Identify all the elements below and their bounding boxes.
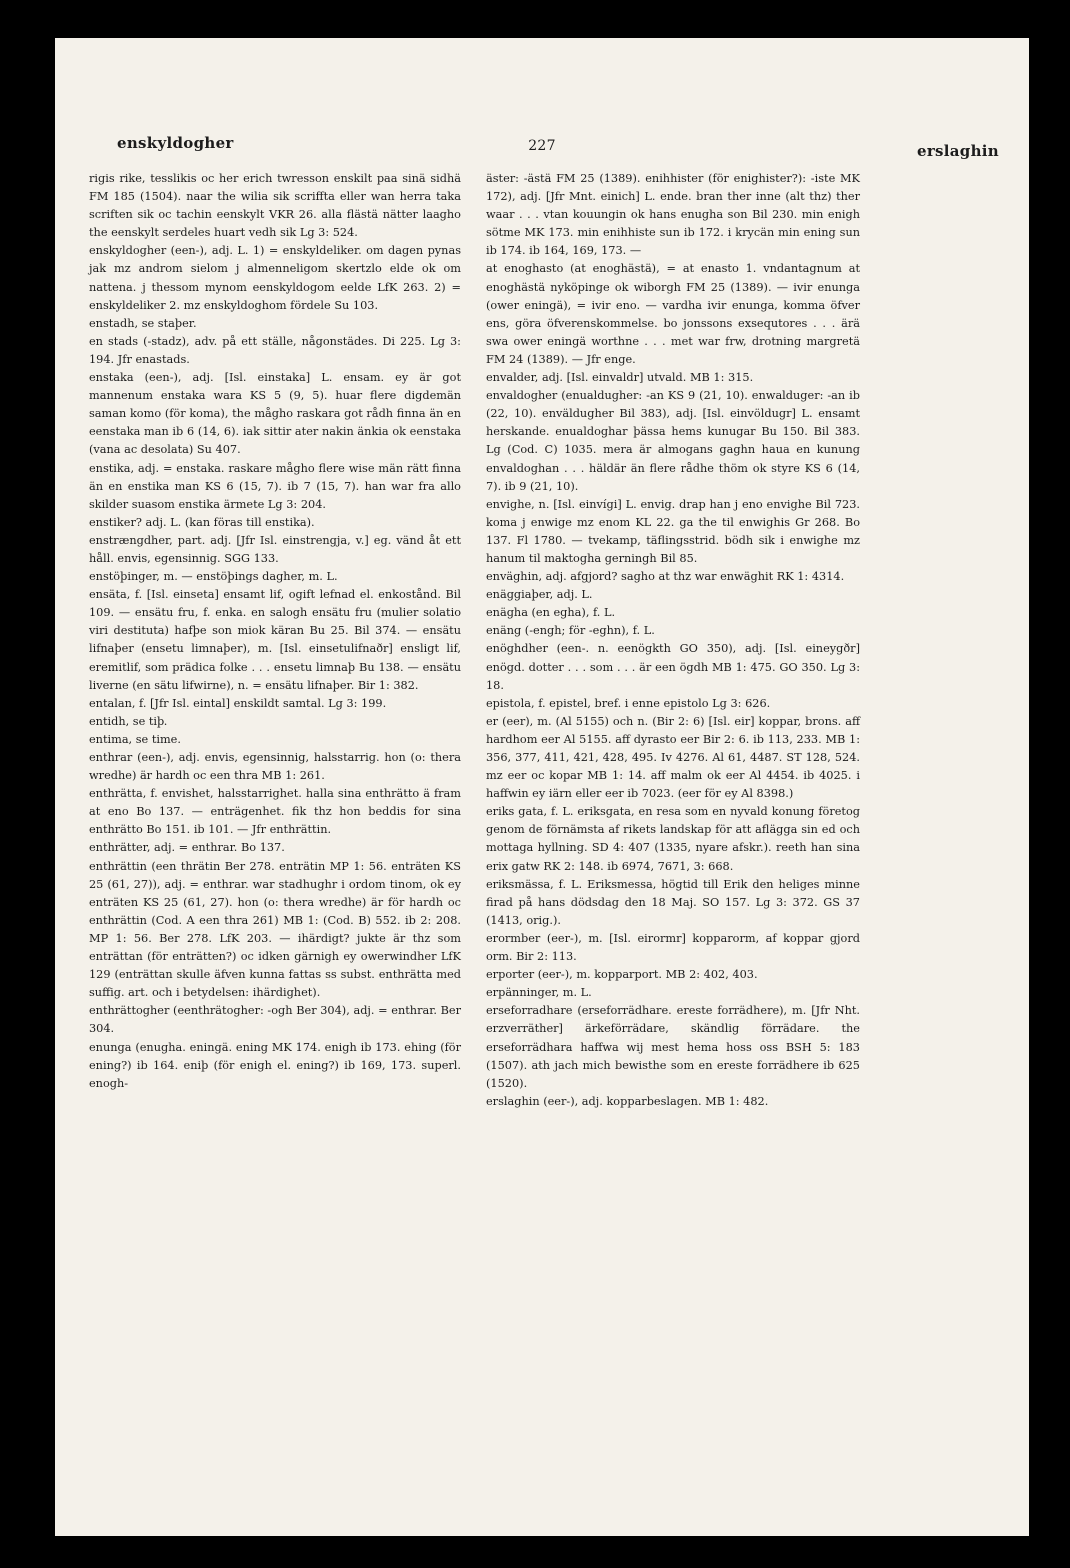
dictionary-entry: envaldogher (enualdugher: -an KS 9 (21, 10). enwalduger: -an ib (22, 10). enväldugher Bil 383), adj. [Isl. einvöldugr] L. ensamt herskande. enualdoghar þässa hems kunugar Bu 150. Bil 383. Lg (Cod. C) 1035. mera är almogans gaghn haua en kunung envaldoghan . . . häldär än flere rådhe thöm ok styre KS 6 (14, 7). ib 9 (21, 10). <box>486 389 860 493</box>
dictionary-entry: entalan, f. [Jfr Isl. eintal] enskildt samtal. Lg 3: 199. <box>89 696 387 710</box>
dictionary-entry: enunga (enugha. eningä. ening MK 174. enigh ib 173. ehing (för ening?) ib 164. eniþ (för enigh el. ening?) ib 169, 173. superl. enogh- <box>89 1040 461 1090</box>
dictionary-entry: enstiker? adj. L. (kan föras till enstika). <box>89 515 315 529</box>
dictionary-entry: envighe, n. [Isl. einvígi] L. envig. drap han j eno envighe Bil 723. koma j enwige mz enom KL 22. ga the til enwighis Gr 268. Bo 137. Fl 1780. — tvekamp, täflingsstrid. bödh sik i enwighe mz hanum til maktogha gerningh Bil 85. <box>486 497 860 565</box>
dictionary-entry: erslaghin (eer-), adj. kopparbeslagen. MB 1: 482. <box>486 1094 769 1108</box>
dictionary-entry: enägha (en egha), f. L. <box>486 606 616 620</box>
dictionary-entry: enväghin, adj. afgjord? sagho at thz war enwäghit RK 1: 4314. <box>486 570 845 584</box>
dictionary-entry: en stads (-stadz), adv. på ett ställe, någonstädes. Di 225. Lg 3: 194. Jfr enastads. <box>89 334 461 366</box>
dictionary-entry: eriks gata, f. L. eriksgata, en resa som en nyvald konung företog genom de förnämsta af rikets landskap för att aflägga sin ed och mottaga hyllning. SD 4: 407 (1335, nyare afskr.). reeth han sina erix gatw RK 2: 148. ib 6974, 7671, 3: 668. <box>486 805 860 873</box>
dictionary-entry: enthrar (een-), adj. envis, egensinnig, halsstarrig. hon (o: thera wredhe) är hardh oc een thra MB 1: 261. <box>89 751 461 783</box>
dictionary-entry: er (eer), m. (Al 5155) och n. (Bir 2: 6) [Isl. eir] koppar, brons. aff hardhom eer Al 5155. aff dyrasto eer Bir 2: 6. ib 113, 233. MB 1: 356, 377, 411, 421, 428, 495. Iv 4276. Al 61, 4487. ST 128, 524. mz eer oc kopar MB 1: 14. aff malm ok eer Al 4454. ib 4025. i haffwin ey iärn eller eer ib 7023. (eer för ey Al 8398.) <box>486 714 860 801</box>
dictionary-entry: enstaka (een-), adj. [Isl. einstaka] L. ensam. ey är got mannenum enstaka wara KS 5 (9, 5). huar flere digdemän saman komo (för koma), the mågho raskara got rådh finna än en eenstaka man ib 6 (14, 6). iak sittir ater nakin änkia ok eenstaka (vana ac desolata) Su 407. <box>89 371 461 457</box>
dictionary-entry: enäng (-engh; för -eghn), f. L. <box>486 624 655 638</box>
running-head-left: enskyldogher <box>117 134 234 152</box>
dictionary-entry: enöghdher (een-. n. eenögkth GO 350), adj. [Isl. eineygðr] enögd. dotter . . . som . . . är een ögdh MB 1: 475. GO 350. Lg 3: 18. <box>486 642 860 692</box>
dictionary-entry: erormber (eer-), m. [Isl. eirormr] kopparorm, af koppar gjord orm. Bir 2: 113. <box>486 931 860 964</box>
dictionary-entry: enskyldogher (een-), adj. L. 1) = enskyldeliker. om dagen pynas jak mz androm sielom j almenneligom skertzlo elde ok om nattena. j thessom mynom eenskyldogom eelde LfK 263. 2) = enskyldeliker 2. mz enskyldoghom fördele Su 103. <box>89 244 461 312</box>
dictionary-entry: entidh, se tiþ. <box>89 714 168 728</box>
dictionary-entry: enäggiaþer, adj. L. <box>486 588 593 602</box>
dictionary-entry: äster: -ästä FM 25 (1389). enihhister (för enighister?): -iste MK 172), adj. [Jfr Mnt. einich] L. ende. bran ther inne (alt thz) ther waar . . . vtan kouungin ok hans enugha son Bil 230. min enigh sötme MK 173. min enihhiste sun ib 172. i krycän min ening sun ib 174. ib 164, 169, 173. — <box>486 172 860 258</box>
dictionary-entry: entima, se time. <box>89 732 181 746</box>
dictionary-entry: erporter (eer-), m. kopparport. MB 2: 402, 403. <box>486 968 758 982</box>
dictionary-entry: at enoghasto (at enoghästä), = at enasto 1. vndantagnum at enoghästä nyköpinge ok wiborgh FM 25 (1389). — ivir enunga (ower eningä), = ivir eno. — vardha ivir enunga, komma öfver ens, göra öfverenskommelse. bo jonssons exsequtores . . . ärä swa ower eningä worthne . . . met war frw, drotning margretä FM 24 (1389). — Jfr enge. <box>486 262 860 366</box>
dictionary-entry: epistola, f. epistel, bref. i enne epistolo Lg 3: 626. <box>486 696 771 710</box>
running-head-right: erslaghin <box>916 142 999 160</box>
dictionary-entry: ensäta, f. [Isl. einseta] ensamt lif, ogift lefnad el. enkostånd. Bil 109. — ensätu fru, f. enka. en salogh ensätu fru (mulier solatio viri destituta) hafþe son miok käran Bu 25. Bil 374. — ensätu lifnaþer (ensetu limnaþer), m. [Isl. einsetulifnaðr] ensligt lif, eremitlif, som prädica folke . . . ensetu limnaþ Bu 138. — ensätu liverne (en sätu lifwirne), n. = ensätu lifnaþer. Bir 1: 382. <box>89 588 461 692</box>
page-number: 227 <box>528 138 556 154</box>
dictionary-entry: envalder, adj. [Isl. einvaldr] utvald. MB 1: 315. <box>486 371 754 385</box>
dictionary-entry: enstöþinger, m. — enstöþings dagher, m. L. <box>89 570 338 584</box>
dictionary-entry: enstika, adj. = enstaka. raskare mågho flere wise män rätt finna än en enstika man KS 6 (15, 7). ib 7 (15, 7). han war fra allo skilder suasom enstika ärmete Lg 3: 204. <box>89 461 461 511</box>
dictionary-entry: enstadh, se staþer. <box>89 316 197 330</box>
right-column <box>486 170 860 1111</box>
dictionary-entry: rigis rike, tesslikis oc her erich twresson enskilt paa sinä sidhä FM 185 (1504). naar the wilia sik scriffta eller wan herra taka scriften sik oc tachin eenskylt VKR 26. alla flästä nätter laagho the eenskylt serdeles huart vedh sik Lg 3: 524. <box>89 172 461 240</box>
dictionary-entry: enstrængdher, part. adj. [Jfr Isl. einstrengja, v.] eg. vänd åt ett håll. envis, egensinnig. SGG 133. <box>89 533 461 565</box>
dictionary-entry: enthrätter, adj. = enthrar. Bo 137. <box>89 841 285 855</box>
left-column <box>89 170 461 1093</box>
dictionary-entry: eriksmässa, f. L. Eriksmessa, högtid till Erik den heliges minne firad på hans dödsdag den 18 Maj. SO 157. Lg 3: 372. GS 37 (1413, orig.). <box>486 877 860 927</box>
dictionary-entry: enthrättin (een thrätin Ber 278. enträtin MP 1: 56. enträten KS 25 (61, 27)), adj. = enthrar. war stadhughr i ordom tinom, ok ey enträten KS 25 (61, 27). hon (o: thera wredhe) är för hardh oc enthrättin (Cod. A een thra 261) MB 1: (Cod. B) 552. ib 2: 208. MP 1: 56. Ber 278. LfK 203. — ihärdigt? jukte är thz som enträttan (för enträtten?) oc idken gärnigh ey owerwindher LfK 129 (enträttan skulle äfven kunna fattas ss subst. enthrätta med suffig. art. och i betydelsen: ihärdighet). <box>89 859 461 1000</box>
dictionary-entry: enthrättogher (eenthrätogher: -ogh Ber 304), adj. = enthrar. Ber 304. <box>89 1004 461 1036</box>
dictionary-entry: enthrätta, f. envishet, halsstarrighet. halla sina enthrätto ä fram at eno Bo 137. — enträgenhet. fik thz hon beddis for sina enthrätto Bo 151. ib 101. — Jfr enthrättin. <box>89 787 461 837</box>
dictionary-entry: erpänninger, m. L. <box>486 986 592 1000</box>
dictionary-entry: erseforradhare (erseforrädhare. ereste forrädhere), m. [Jfr Nht. erzverräther] ärkeförrädare, skändlig förrädare. the erseforrädhara haffwa wij mest hema hoss oss BSH 5: 183 (1507). ath jach mich bewisthe som en ereste forrädhere ib 625 (1520). <box>486 1004 860 1090</box>
dictionary-page <box>55 38 1029 1536</box>
